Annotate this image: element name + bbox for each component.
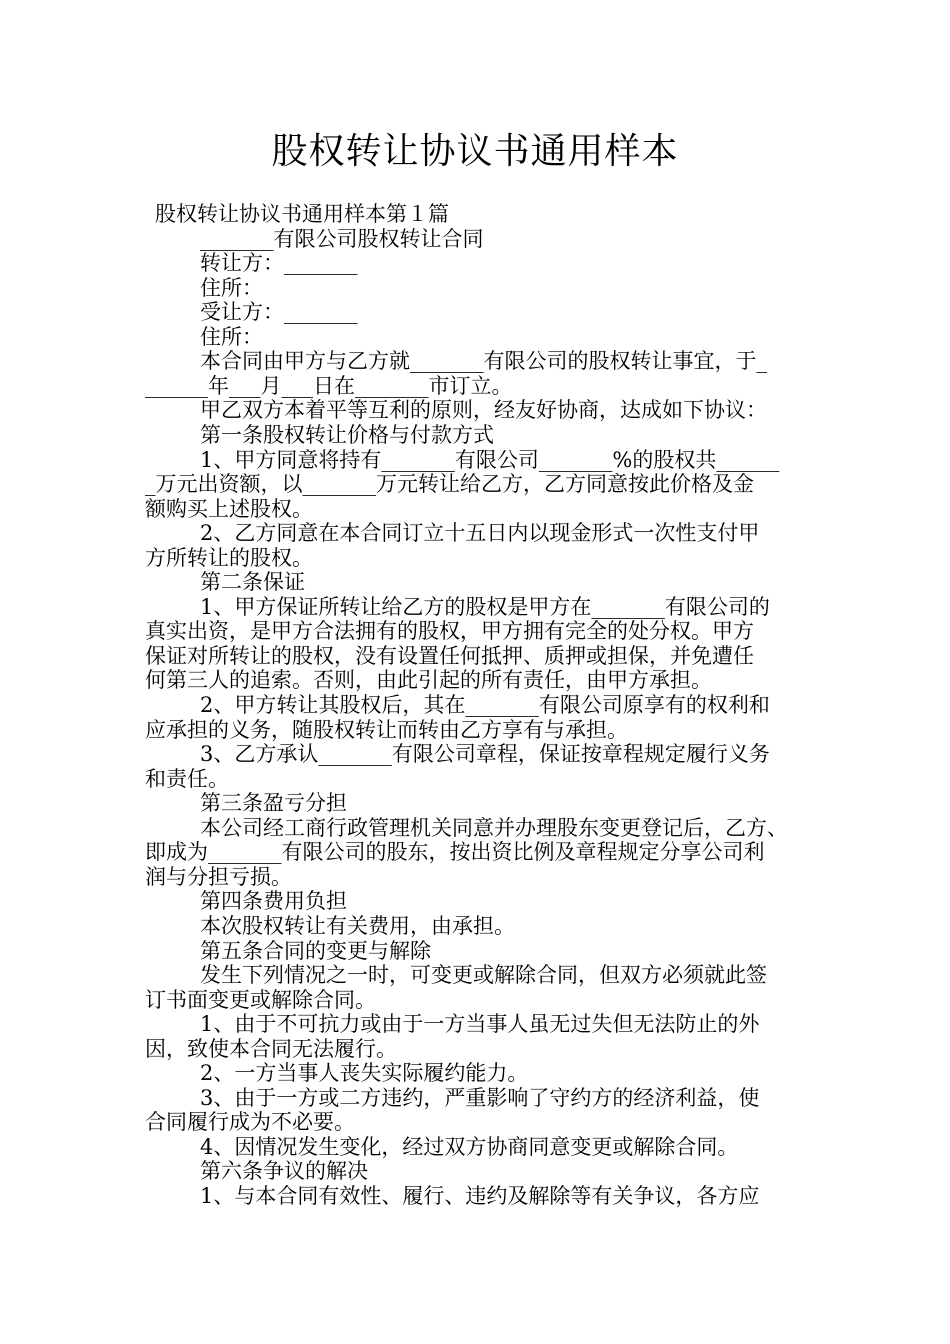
document-line: 1、与本合同有效性、履行、违约及解除等有关争议，各方应 xyxy=(200,1184,760,1208)
document-line: 和责任。 xyxy=(145,767,229,791)
document-line: 合同履行成为不必要。 xyxy=(145,1110,355,1134)
document-line: 4、因情况发生变化，经过双方协商同意变更或解除合同。 xyxy=(200,1135,739,1159)
document-line: 本次股权转让有关费用，由承担。 xyxy=(200,914,515,938)
document-line: 发生下列情况之一时，可变更或解除合同，但双方必须就此签 xyxy=(200,963,767,987)
document-line: 方所转让的股权。 xyxy=(145,546,313,570)
document-line: 2、乙方同意在本合同订立十五日内以现金形式一次性支付甲 xyxy=(200,521,760,545)
document-line: 即成为_______有限公司的股东，按出资比例及章程规定分享公司利 xyxy=(145,840,765,864)
document-line: 真实出资，是甲方合法拥有的股权，甲方拥有完全的处分权。甲方 xyxy=(145,619,754,643)
document-line: 第四条费用负担 xyxy=(200,889,347,913)
document-line: 因，致使本合同无法履行。 xyxy=(145,1037,397,1061)
document-line: _______有限公司股权转让合同 xyxy=(200,227,484,251)
document-line: 订书面变更或解除合同。 xyxy=(145,988,376,1012)
document-title: 股权转让协议书通用样本 xyxy=(271,131,679,172)
document-line: 第五条合同的变更与解除 xyxy=(200,939,431,963)
document-line: 保证对所转让的股权，没有设置任何抵押、质押或担保，并免遭任 xyxy=(145,644,754,668)
document-line: 转让方：_______ xyxy=(200,251,358,275)
document-line: 3、由于一方或二方违约，严重影响了守约方的经济利益，使 xyxy=(200,1086,760,1110)
document-line: 甲乙双方本着平等互利的原则，经友好协商，达成如下协议： xyxy=(200,398,767,422)
document-line: 应承担的义务，随股权转让而转由乙方享有与承担。 xyxy=(145,718,628,742)
document-line: 住所： xyxy=(200,276,263,300)
document-line: 本合同由甲方与乙方就_______有限公司的股权转让事宜，于_ xyxy=(200,349,767,373)
document-line: _万元出资额，以_______万元转让给乙方，乙方同意按此价格及金 xyxy=(145,472,754,496)
document-line: 额购买上述股权。 xyxy=(145,497,313,521)
document-line: 第六条争议的解决 xyxy=(200,1159,368,1183)
document-line: 3、乙方承认_______有限公司章程，保证按章程规定履行义务 xyxy=(200,742,770,766)
document-line: 2、甲方转让其股权后，其在_______有限公司原享有的权利和 xyxy=(200,693,770,717)
document-line: 本公司经工商行政管理机关同意并办理股东变更登记后，乙方、 xyxy=(200,816,788,840)
document-line: 第一条股权转让价格与付款方式 xyxy=(200,423,494,447)
document-line: 润与分担亏损。 xyxy=(145,865,292,889)
document-line: 1、甲方保证所转让给乙方的股权是甲方在_______有限公司的 xyxy=(200,595,770,619)
document-line: 股权转让协议书通用样本第１篇 xyxy=(155,202,449,226)
document-line: 第二条保证 xyxy=(200,570,305,594)
document-line: 2、一方当事人丧失实际履约能力。 xyxy=(200,1061,529,1085)
document-line: ______年___月___日在_______市订立。 xyxy=(145,374,513,398)
document-line: 1、由于不可抗力或由于一方当事人虽无过失但无法防止的外 xyxy=(200,1012,760,1036)
document-line: 第三条盈亏分担 xyxy=(200,791,347,815)
document-line: 1、甲方同意将持有_______有限公司_______%的股权共______ xyxy=(200,448,780,472)
document-line: 住所： xyxy=(200,325,263,349)
document-line: 何第三人的追索。否则，由此引起的所有责任，由甲方承担。 xyxy=(145,668,712,692)
document-line: 受让方：_______ xyxy=(200,300,358,324)
